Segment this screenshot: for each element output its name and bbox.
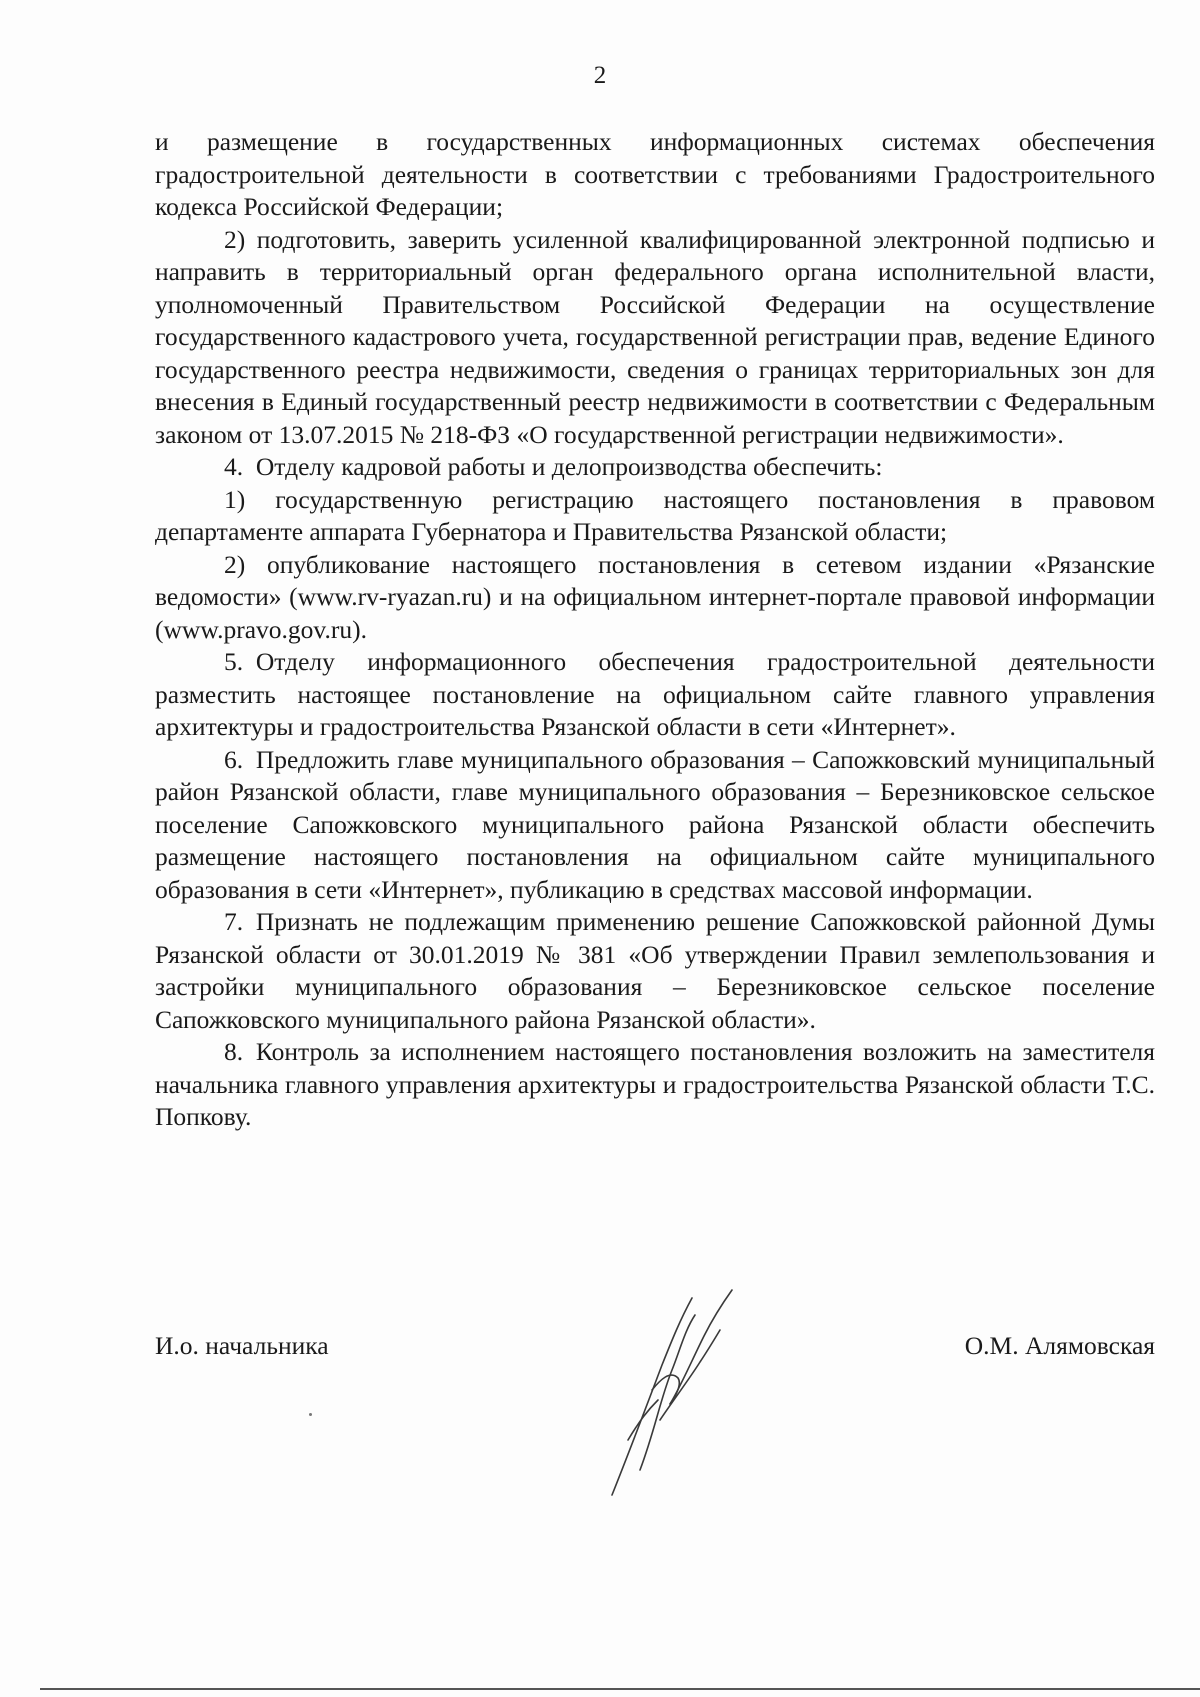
paragraph-item-4-1: 1) государственную регистрацию настоящего постановления в правовом департаменте аппарата Губернатора и Правительства Рязанской области; — [155, 484, 1155, 546]
paragraph-item-6: 6. Предложить главе муниципального образования – Сапожковский муниципальный район Рязанской области, главе муниципального образования – Березниковское сельское поселение Сапожковского муниципального района Рязанской области обеспечить размещение настоящего постановления на официальном сайте муниципального образования в сети «Интернет», публикацию в средствах массовой информации. — [155, 744, 1155, 904]
signatory-name: О.М. Алямовская — [964, 1331, 1155, 1360]
paragraph-item-3-2: 2) подготовить, заверить усиленной квалифицированной электронной подписью и направить в территориальный орган федерального органа исполнительной власти, уполномоченный Правительством Российской Федерации на осуществление государственного кадастрового учета, государственной регистрации прав, ведение Единого государственного реестра недвижимости, сведения о границах территориальных зон для внесения в Единый государственный реестр недвижимости в соответствии с Федеральным законом от 13.07.2015 № 218-ФЗ «О государственной регистрации недвижимости». — [155, 224, 1155, 449]
paragraph-item-7: 7. Признать не подлежащим применению решение Сапожковской районной Думы Рязанской области от 30.01.2019 № 381 «Об утверждении Правил землепользования и застройки муниципального образования – Березниковское сельское поселение Сапожковского муниципального района Рязанской области». — [155, 907, 1155, 1034]
paragraph-item-5: 5. Отделу информационного обеспечения градостроительной деятельности разместить настоящее постановление на официальном сайте главного управления архитектуры и градостроительства Рязанской области в сети «Интернет». — [155, 647, 1155, 741]
scan-edge-line — [40, 1688, 1200, 1690]
signatory-position: И.о. начальника — [155, 1331, 329, 1360]
handwritten-signature — [600, 1270, 780, 1510]
paragraph-item-4: 4. Отделу кадровой работы и делопроизводства обеспечить: — [224, 452, 883, 481]
document-body — [155, 126, 1155, 1134]
page-number: 2 — [593, 62, 607, 89]
scan-speck — [309, 1413, 312, 1416]
paragraph-item-4-2: 2) опубликование настоящего постановления в сетевом издании «Рязанские ведомости» (www.rv-ryazan.ru) и на официальном интернет-портале правовой информации (www.pravo.gov.ru). — [155, 549, 1155, 644]
paragraph-continuation: и размещение в государственных информационных системах обеспечения градостроительной деятельности в соответствии с требованиями Градостроительного кодекса Российской Федерации; — [155, 127, 1155, 221]
paragraph-item-8: 8. Контроль за исполнением настоящего постановления возложить на заместителя начальника главного управления архитектуры и градостроительства Рязанской области Т.С. Попкову. — [155, 1037, 1155, 1131]
